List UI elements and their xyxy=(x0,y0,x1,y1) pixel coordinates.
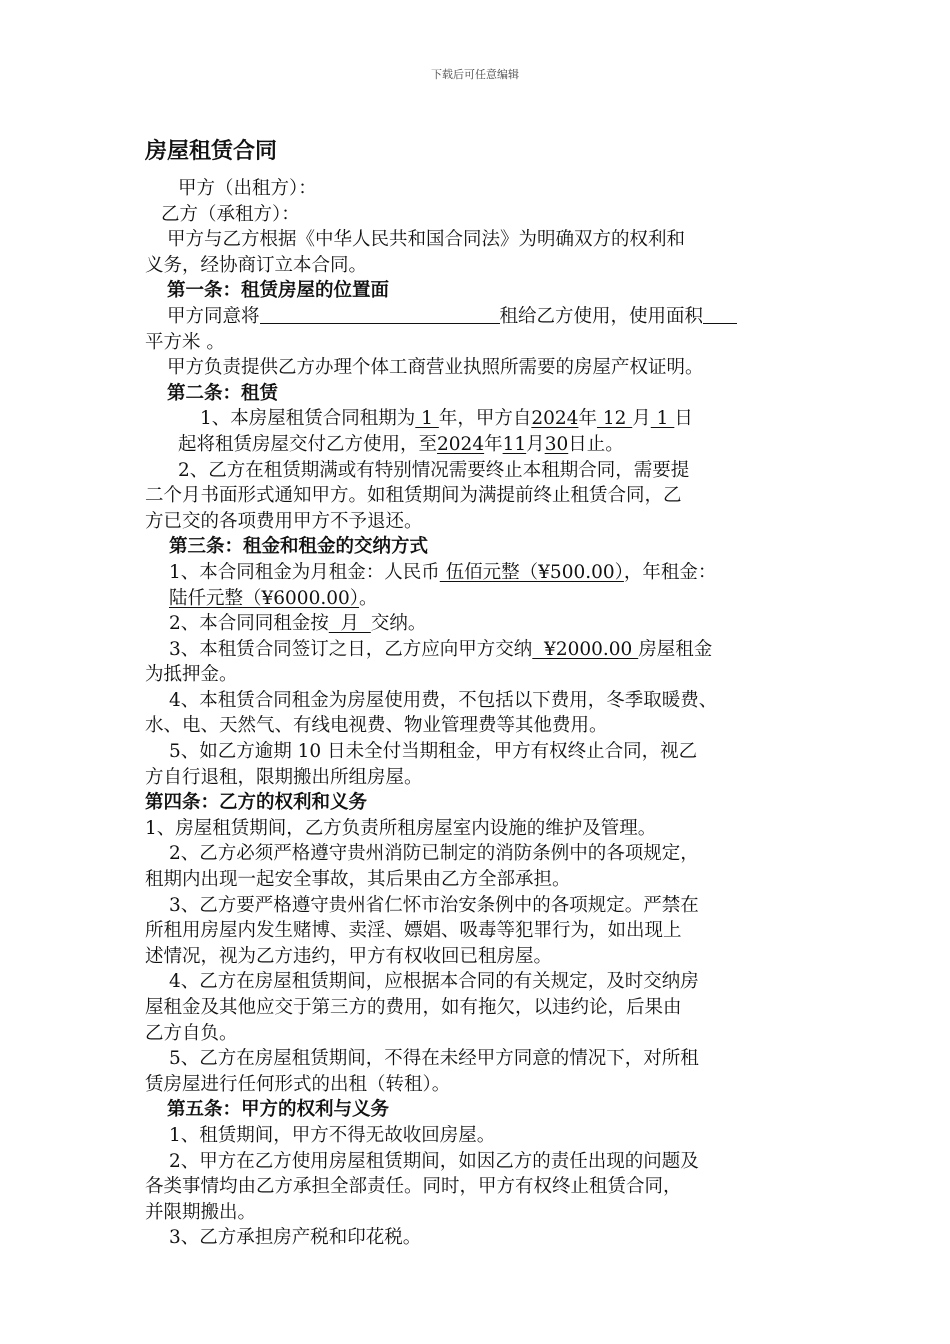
article-3-p1-line-2 xyxy=(145,586,825,612)
end-month: 11 xyxy=(502,433,527,455)
article-2-heading: 第二条：租赁 xyxy=(167,382,279,404)
term-years: 1 xyxy=(415,408,439,430)
text: 年，甲方自 xyxy=(438,408,532,430)
deposit-amount: ¥2000.00 xyxy=(532,638,639,660)
end-day: 30 xyxy=(544,433,569,455)
text: 月 xyxy=(526,433,545,455)
article-4-line: 4、乙方在房屋租赁期间，应根据本合同的有关规定，及时交纳房 xyxy=(169,971,699,993)
article-4-line: 赁房屋进行任何形式的出租（转租）。 xyxy=(145,1073,451,1095)
article-2-p2-line-3: 方已交的各项费用甲方不予退还。 xyxy=(145,510,423,532)
text: 起将租赁房屋交付乙方使用，至 xyxy=(178,433,438,455)
text: 日止。 xyxy=(568,433,624,455)
article-1-line-2: 平方米 。 xyxy=(145,331,225,353)
article-4-line: 1、房屋租赁期间，乙方负责所租房屋室内设施的维护及管理。 xyxy=(145,817,657,839)
article-3-p4-line-2: 水、电、天然气、有线电视费、物业管理费等其他费用。 xyxy=(145,715,608,737)
article-3-p5-line-1: 5、如乙方逾期 10 日未全付当期租金，甲方有权终止合同，视乙 xyxy=(169,741,698,763)
party-b-line: 乙方（承租方）： xyxy=(161,203,300,225)
article-3-p1-line-1 xyxy=(145,560,825,586)
article-1-line-3: 甲方负责提供乙方办理个体工商营业执照所需要的房屋产权证明。 xyxy=(167,357,704,379)
contract-document xyxy=(145,128,825,1251)
annual-rent: 陆仟元整（¥6000.00） xyxy=(169,587,360,609)
article-3-p3-line-1 xyxy=(145,637,825,663)
document-title: 房屋租赁合同 xyxy=(145,139,278,164)
text: 交纳。 xyxy=(370,613,427,635)
article-5-line: 各类事情均由乙方承担全部责任。同时，甲方有权终止租赁合同， xyxy=(145,1176,682,1198)
monthly-rent: 伍佰元整（¥500.00） xyxy=(439,561,624,583)
article-3-p5-line-2: 方自行退租，限期搬出所组房屋。 xyxy=(145,766,423,788)
start-day: 1 xyxy=(650,408,675,430)
preamble-line-2: 义务，经协商订立本合同。 xyxy=(145,254,368,276)
payment-period: 月 xyxy=(328,613,371,635)
text: 年 xyxy=(484,433,503,455)
page-header: 下载后可任意编辑 xyxy=(431,68,519,81)
article-4-line: 述情况，视为乙方违约，甲方有权收回已租房屋。 xyxy=(145,945,553,967)
article-3-p4-line-1: 4、本租赁合同租金为房屋使用费，不包括以下费用，冬季取暖费、 xyxy=(169,689,718,711)
text: 年 xyxy=(578,408,597,430)
article-3-p2 xyxy=(145,611,825,637)
article-2-p2-line-1: 2、乙方在租赁期满或有特别情况需要终止本租期合同，需要提 xyxy=(178,459,690,481)
party-a-line: 甲方（出租方）： xyxy=(178,178,317,199)
article-5-line: 并限期搬出。 xyxy=(145,1201,257,1223)
text: 1、本房屋租赁合同租期为 xyxy=(200,408,416,430)
text: 2、本合同同租金按 xyxy=(169,613,329,635)
start-month: 12 xyxy=(596,408,633,430)
article-4-line: 3、乙方要严格遵守贵州省仁怀市治安条例中的各项规定。严禁在 xyxy=(169,894,699,916)
text: 3、本租赁合同签订之日，乙方应向甲方交纳 xyxy=(169,638,533,660)
article-4-line: 5、乙方在房屋租赁期间，不得在未经甲方同意的情况下，对所租 xyxy=(169,1048,699,1070)
article-4-line: 所租用房屋内发生赌博、卖淫、嫖娼、吸毒等犯罪行为，如出现上 xyxy=(145,920,682,942)
article-1-heading: 第一条：租赁房屋的位置面 xyxy=(167,280,390,302)
article-5-line: 3、乙方承担房产税和印花税。 xyxy=(169,1227,422,1249)
article-4-line: 乙方自负。 xyxy=(145,1022,238,1044)
text: 月 xyxy=(632,408,651,430)
article-4-line: 租期内出现一起安全事故，其后果由乙方全部承担。 xyxy=(145,869,571,891)
area-blank[interactable] xyxy=(703,305,737,324)
article-5-line: 1、租赁期间，甲方不得无故收回房屋。 xyxy=(169,1124,496,1146)
end-year: 2024 xyxy=(437,433,485,455)
article-4-line: 屋租金及其他应交于第三方的费用，如有拖欠，以违约论，后果由 xyxy=(145,997,682,1018)
text: ，年租金： xyxy=(623,561,717,583)
preamble-line-1: 甲方与乙方根据《中华人民共和国合同法》为明确双方的权利和 xyxy=(167,229,686,251)
text: 1、本合同租金为月租金：人民币 xyxy=(169,561,440,583)
article-2-p1-line-1 xyxy=(145,406,825,432)
article-2-p1-line-2 xyxy=(145,432,825,458)
start-year: 2024 xyxy=(531,408,579,430)
article-3-heading: 第三条：租金和租金的交纳方式 xyxy=(169,536,429,558)
article-2-p2-line-2: 二个月书面形式通知甲方。如租赁期间为满提前终止租赁合同，乙 xyxy=(145,485,682,507)
location-blank[interactable] xyxy=(260,305,500,324)
text: 日 xyxy=(674,408,693,430)
article-1-line-1 xyxy=(145,304,825,330)
text: 。 xyxy=(359,587,378,609)
article-5-line: 2、甲方在乙方使用房屋租赁期间，如因乙方的责任出现的问题及 xyxy=(169,1150,699,1172)
text: 租给乙方使用，使用面积 xyxy=(499,305,704,327)
text: 甲方同意将 xyxy=(167,305,260,327)
article-4-line: 2、乙方必须严格遵守贵州消防已制定的消防条例中的各项规定， xyxy=(169,843,699,865)
article-3-p3-line-2: 为抵押金。 xyxy=(145,664,238,686)
text: 房屋租金 xyxy=(638,638,713,660)
article-5-heading: 第五条：甲方的权利与义务 xyxy=(167,1099,390,1121)
article-4-heading: 第四条：乙方的权利和义务 xyxy=(145,792,368,814)
